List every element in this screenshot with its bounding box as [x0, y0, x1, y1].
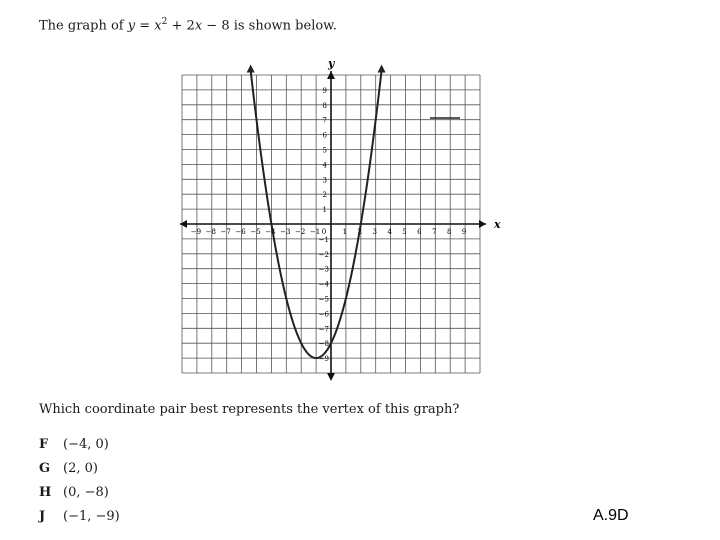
intro-text-before: The graph of — [39, 18, 128, 34]
x-tick-label: 3 — [372, 228, 377, 236]
y-tick-label: 4 — [322, 161, 327, 170]
x-axis-label: x — [494, 218, 501, 231]
intro-equals: = — [135, 18, 155, 34]
x-tick-label: 5 — [402, 228, 407, 236]
x-tick-label: 2 — [357, 228, 363, 236]
y-tick-label: −3 — [318, 265, 329, 274]
x-tick-label: −2 — [295, 228, 306, 236]
y-tick-label: −6 — [318, 310, 329, 319]
y-tick-label: −5 — [318, 295, 329, 304]
y-tick-label: 8 — [322, 101, 327, 110]
parabola-graph — [180, 55, 501, 371]
question-intro — [39, 17, 337, 33]
x-tick-label: 1 — [342, 228, 348, 236]
intro-text-after: − 8 is shown below. — [202, 18, 337, 34]
choice-g-text: (2, 0) — [63, 460, 98, 476]
intro-mid: + 2 — [167, 18, 195, 34]
y-tick-label: −8 — [318, 340, 329, 349]
y-tick-label: −2 — [318, 250, 329, 259]
choice-j-text: (−1, −9) — [63, 508, 120, 524]
choice-j[interactable] — [39, 504, 120, 528]
intro-var-x: x — [154, 18, 162, 34]
x-tick-label: −9 — [190, 228, 202, 236]
intro-var-x2: x — [194, 18, 203, 34]
choice-f[interactable] — [39, 432, 120, 456]
y-axis-label: y — [328, 57, 335, 70]
intro-var-y: y — [127, 18, 136, 34]
y-tick-label: −9 — [318, 355, 329, 364]
y-tick-label: −4 — [318, 280, 329, 289]
x-tick-label: 0 — [321, 228, 327, 236]
choice-j-letter: J — [39, 508, 46, 524]
y-axis-arrow-down — [327, 373, 335, 381]
x-axis-arrow-right — [479, 220, 486, 228]
answer-choices — [39, 432, 120, 528]
choice-h[interactable] — [39, 480, 120, 504]
x-tick-label: −3 — [280, 228, 291, 236]
x-tick-label: −1 — [309, 228, 321, 236]
tick-labels — [191, 87, 467, 363]
x-tick-label: −6 — [235, 228, 246, 236]
curve-arrow-right — [378, 65, 386, 73]
x-tick-label: −8 — [205, 228, 216, 236]
y-tick-label: −1 — [318, 235, 329, 244]
choice-h-text: (0, −8) — [63, 484, 109, 500]
x-tick-label: −7 — [220, 228, 231, 236]
y-tick-label: 6 — [322, 131, 327, 140]
x-tick-label: 9 — [461, 228, 467, 236]
y-tick-label: 5 — [322, 146, 327, 155]
x-tick-label: 4 — [387, 228, 392, 236]
y-tick-label: 1 — [322, 206, 327, 215]
x-tick-label: 7 — [432, 228, 437, 236]
y-tick-label: 9 — [322, 86, 327, 95]
question-prompt: Which coordinate pair best represents the vertex of this graph? — [39, 402, 460, 417]
choice-g-letter: G — [39, 460, 51, 476]
y-tick-label: −7 — [318, 325, 329, 334]
x-axis-arrow-left — [180, 220, 187, 228]
choice-f-letter: F — [39, 436, 49, 452]
standard-tag: A.9D — [593, 507, 629, 524]
intro-exponent: 2 — [161, 17, 168, 27]
y-tick-label: 2 — [322, 191, 327, 200]
curve-arrow-left — [247, 65, 255, 73]
choice-h-letter: H — [39, 484, 52, 500]
x-tick-label: 8 — [446, 228, 452, 236]
x-tick-label: 6 — [417, 228, 422, 236]
choice-g[interactable] — [39, 456, 120, 480]
x-tick-label: −5 — [250, 228, 261, 236]
choice-f-text: (−4, 0) — [63, 436, 109, 452]
y-tick-label: 3 — [322, 176, 327, 185]
x-tick-label: −4 — [265, 228, 276, 236]
y-tick-label: 7 — [322, 116, 327, 125]
